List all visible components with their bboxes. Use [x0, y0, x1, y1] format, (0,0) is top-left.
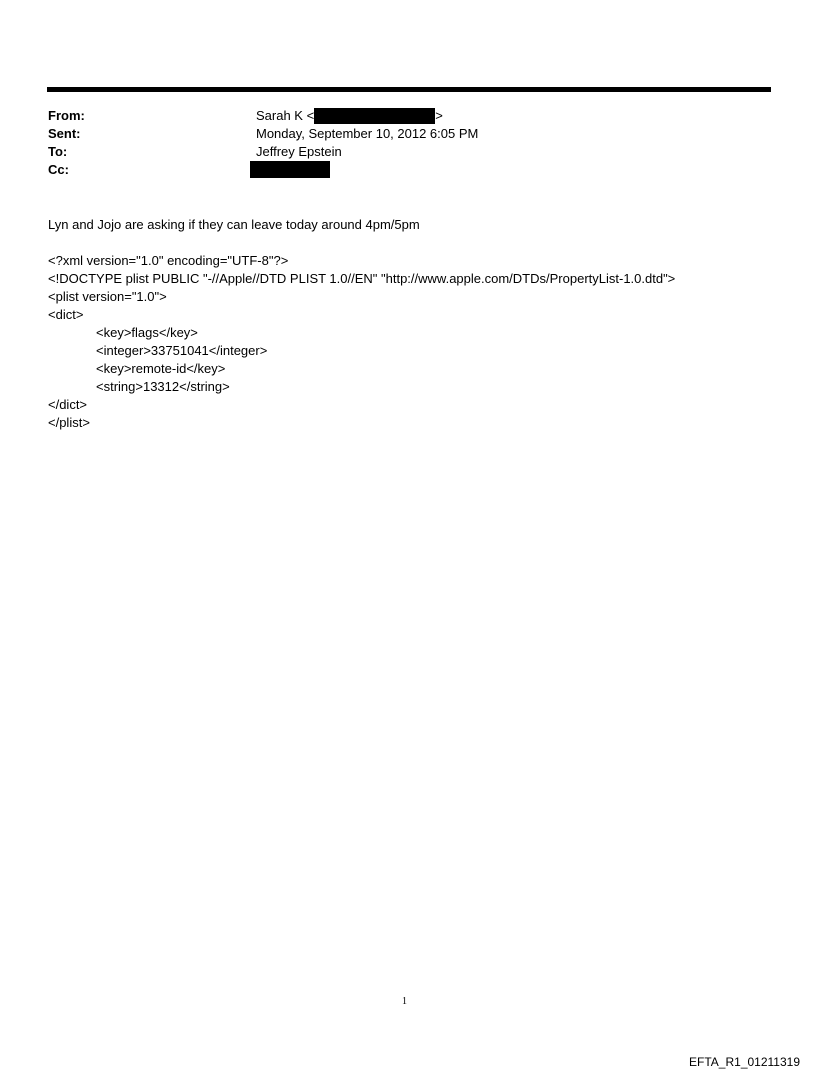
xml-line: <string>13312</string> — [96, 379, 230, 394]
xml-line: <key>flags</key> — [96, 325, 198, 340]
xml-line: <key>remote-id</key> — [96, 361, 226, 376]
xml-line: <?xml version="1.0" encoding="UTF-8"?> — [48, 253, 289, 268]
xml-line: <plist version="1.0"> — [48, 289, 167, 304]
sent-label: Sent: — [48, 126, 81, 141]
xml-line: <dict> — [48, 307, 84, 322]
from-label: From: — [48, 108, 85, 123]
page-number: 1 — [402, 996, 407, 1007]
to-value: Jeffrey Epstein — [256, 144, 342, 159]
xml-line: </dict> — [48, 397, 88, 412]
xml-line: <integer>33751041</integer> — [96, 343, 268, 358]
message-text: Lyn and Jojo are asking if they can leave today around 4pm/5pm — [48, 217, 420, 232]
from-value — [256, 107, 443, 125]
cc-value — [250, 161, 330, 178]
from-close: > — [435, 108, 443, 123]
sent-value: Monday, September 10, 2012 6:05 PM — [256, 126, 479, 141]
redaction-box — [314, 108, 435, 124]
bates-number: EFTA_R1_01211319 — [689, 1055, 800, 1069]
redaction-box — [250, 161, 330, 178]
cc-label: Cc: — [48, 162, 69, 177]
to-label: To: — [48, 144, 68, 159]
xml-line: </plist> — [48, 415, 90, 430]
from-name: Sarah K < — [256, 108, 315, 123]
header-divider — [47, 87, 771, 92]
xml-line: <!DOCTYPE plist PUBLIC "-//Apple//DTD PLIST 1.0//EN" "http://www.apple.com/DTDs/PropertyList-1.0.dtd"> — [48, 271, 676, 286]
